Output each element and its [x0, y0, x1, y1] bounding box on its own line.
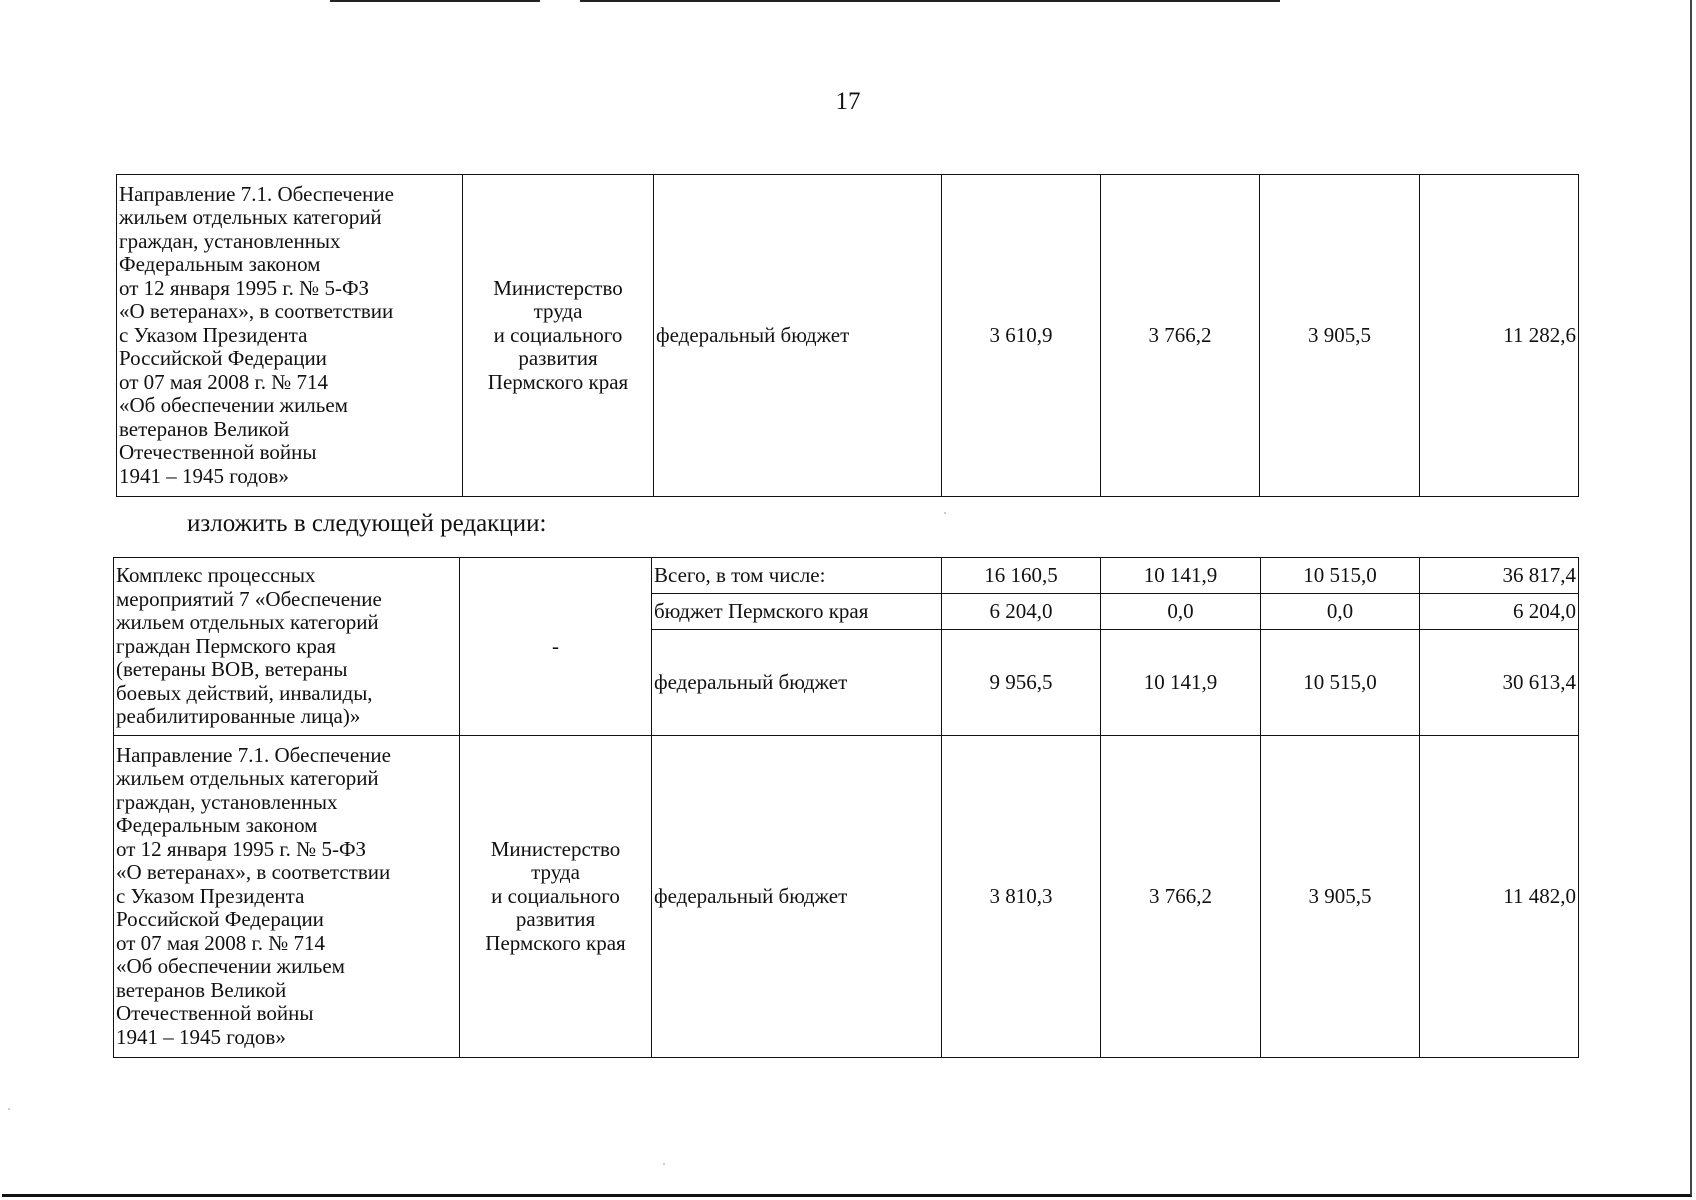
- value-cell: 9 956,5: [942, 630, 1101, 736]
- complex-description: Комплекс процессных мероприятий 7 «Обеспечение жильем отдельных категорий граждан Пермского края (ветераны ВОВ, ветераны боевых действий, инвалиды, реабилитированные лица)»: [114, 558, 460, 736]
- scan-top-line: [580, 0, 1280, 2]
- value-cell: 30 613,4: [1420, 630, 1579, 736]
- value-cell: 0,0: [1101, 594, 1261, 630]
- funding-source: федеральный бюджет: [652, 736, 942, 1058]
- row-owner: Министерство труда и социального развития Пермского края: [463, 175, 654, 497]
- value-cell: 11 282,6: [1420, 175, 1579, 497]
- funding-source: федеральный бюджет: [652, 630, 942, 736]
- table-row: [114, 736, 1579, 1058]
- value-cell: 36 817,4: [1420, 558, 1579, 594]
- page-number: 17: [835, 88, 861, 115]
- funding-source: Всего, в том числе:: [652, 558, 942, 594]
- value-cell: 6 204,0: [1420, 594, 1579, 630]
- funding-source: бюджет Пермского края: [652, 594, 942, 630]
- value-cell: 10 515,0: [1261, 558, 1420, 594]
- table-row: [117, 175, 1579, 497]
- original-table: [116, 174, 1579, 497]
- value-cell: 10 141,9: [1101, 558, 1261, 594]
- value-cell: 0,0: [1261, 594, 1420, 630]
- new-table: [113, 557, 1579, 1058]
- value-cell: 3 905,5: [1260, 175, 1420, 497]
- value-cell: 10 515,0: [1261, 630, 1420, 736]
- complex-owner: -: [460, 558, 652, 736]
- value-cell: 3 810,3: [942, 736, 1101, 1058]
- funding-source: федеральный бюджет: [654, 175, 942, 497]
- scan-speck: [663, 1163, 665, 1165]
- table-row: [114, 558, 1579, 594]
- value-cell: 6 204,0: [942, 594, 1101, 630]
- scan-speck: [944, 512, 946, 514]
- scan-top-line: [330, 0, 540, 2]
- instruction-text: изложить в следующей редакции:: [187, 510, 547, 537]
- scan-speck: [8, 1108, 10, 1110]
- value-cell: 3 766,2: [1101, 736, 1261, 1058]
- row-description: Направление 7.1. Обеспечение жильем отдельных категорий граждан, установленных Федеральным законом от 12 января 1995 г. № 5-ФЗ «О ветеранах», в соответствии с Указом Президента Российской Федерации от 07 мая 2008 г. № 714 «Об обеспечении жильем ветеранов Великой Отечественной войны 1941 – 1945 годов»: [117, 175, 463, 497]
- value-cell: 11 482,0: [1420, 736, 1579, 1058]
- direction-owner: Министерство труда и социального развития Пермского края: [460, 736, 652, 1058]
- value-cell: 10 141,9: [1101, 630, 1261, 736]
- value-cell: 3 766,2: [1101, 175, 1260, 497]
- value-cell: 3 905,5: [1261, 736, 1420, 1058]
- value-cell: 3 610,9: [942, 175, 1101, 497]
- value-cell: 16 160,5: [942, 558, 1101, 594]
- direction-description: Направление 7.1. Обеспечение жильем отдельных категорий граждан, установленных Федеральным законом от 12 января 1995 г. № 5-ФЗ «О ветеранах», в соответствии с Указом Президента Российской Федерации от 07 мая 2008 г. № 714 «Об обеспечении жильем ветеранов Великой Отечественной войны 1941 – 1945 годов»: [114, 736, 460, 1058]
